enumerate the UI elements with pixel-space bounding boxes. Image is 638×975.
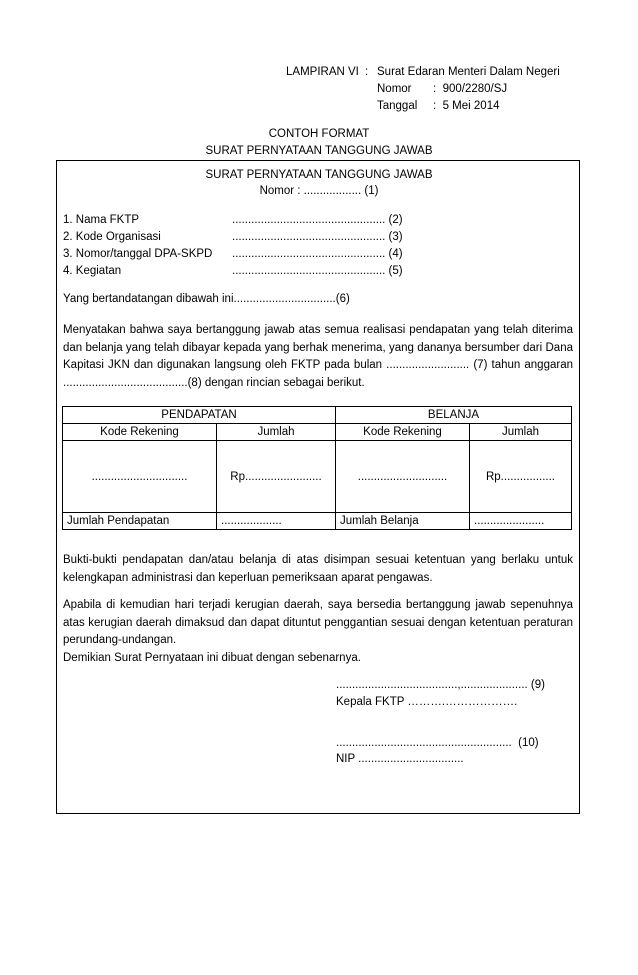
apabila-paragraph: Apabila di kemudian hari terjadi kerugian daerah, saya bersedia bertanggung jawab sepenuhnya atas kerugian daerah dimaksud dan dapat dituntut penggantian sesuai dengan ketentuan peraturan perundang-undangan.: [63, 599, 573, 646]
doc-title-line2: SURAT PERNYATAAN TANGGUNG JAWAB: [205, 145, 433, 157]
col-jumlah-belanja: Jumlah: [470, 424, 572, 441]
total-pendapatan-value: ...................: [217, 513, 336, 530]
cell-jumlah-belanja: Rp.................: [470, 441, 572, 513]
sign-name: ....................................................... (10): [336, 737, 539, 749]
doc-title-line1: CONTOH FORMAT: [268, 128, 370, 140]
statement-paragraph: Menyatakan bahwa saya bertanggung jawab atas semua realisasi pendapatan yang telah diterima dan belanja yang telah dibayar kepada yang berhak menerima, yang dananya bersumber dari Dana Kapitasi JKN dan digunakan langsung oleh FKTP pada bulan .......................... (7) tahun anggaran .......................................(8) dengan rincian sebagai berikut.: [63, 324, 573, 389]
total-pendapatan-label: Jumlah Pendapatan: [63, 513, 217, 530]
field-value-nama-fktp: ................................................ (2): [232, 214, 403, 226]
cell-kode-belanja: ............................: [336, 441, 470, 513]
field-label-nama-fktp: 1. Nama FKTP: [63, 214, 140, 226]
col-kode-rekening-pendapatan: Kode Rekening: [63, 424, 217, 441]
lampiran-colon: :: [365, 66, 369, 78]
field-label-dpa-skpd: 3. Nomor/tanggal DPA-SKPD: [63, 248, 213, 260]
nomor-value: : 900/2280/SJ: [433, 83, 508, 95]
col-kode-rekening-belanja: Kode Rekening: [336, 424, 470, 441]
header-belanja: BELANJA: [336, 407, 572, 424]
cell-kode-pendapatan: ..............................: [63, 441, 217, 513]
form-nomor: Nomor : .................. (1): [259, 185, 379, 197]
lampiran-label: LAMPIRAN VI: [286, 66, 359, 78]
table-row: [63, 441, 572, 513]
total-belanja-value: ......................: [470, 513, 572, 530]
nomor-label: Nomor: [377, 83, 412, 95]
demikian-paragraph: Demikian Surat Pernyataan ini dibuat dengan sebenarnya.: [63, 652, 361, 664]
tanggal-label: Tanggal: [377, 100, 418, 112]
table-total-row: [63, 513, 572, 530]
tanggal-value: : 5 Mei 2014: [433, 100, 500, 112]
field-value-kode-organisasi: ................................................ (3): [232, 231, 403, 243]
cell-jumlah-pendapatan: Rp........................: [217, 441, 336, 513]
col-jumlah-pendapatan: Jumlah: [217, 424, 336, 441]
field-label-kode-organisasi: 2. Kode Organisasi: [63, 231, 161, 243]
lampiran-value: Surat Edaran Menteri Dalam Negeri: [377, 66, 560, 78]
field-value-kegiatan: ................................................ (5): [232, 265, 403, 277]
form-title: SURAT PERNYATAAN TANGGUNG JAWAB: [205, 169, 433, 181]
field-value-dpa-skpd: ................................................ (4): [232, 248, 403, 260]
sign-nip: NIP .................................: [336, 753, 464, 765]
sign-place-date: ......................................,..................... (9): [336, 679, 545, 691]
field-label-kegiatan: 4. Kegiatan: [63, 265, 122, 277]
header-pendapatan: PENDAPATAN: [63, 407, 336, 424]
signatory-line: Yang bertandatangan dibawah ini................................(6): [63, 293, 350, 305]
bukti-paragraph: Bukti-bukti pendapatan dan/atau belanja di atas disimpan sesuai ketentuan yang berlaku untuk kelengkapan administrasi dan keperluan pemeriksaan aparat pengawas.: [63, 554, 573, 584]
income-expense-table: [62, 406, 572, 530]
total-belanja-label: Jumlah Belanja: [336, 513, 470, 530]
sign-title: Kepala FKTP ……….……………….: [336, 696, 518, 708]
